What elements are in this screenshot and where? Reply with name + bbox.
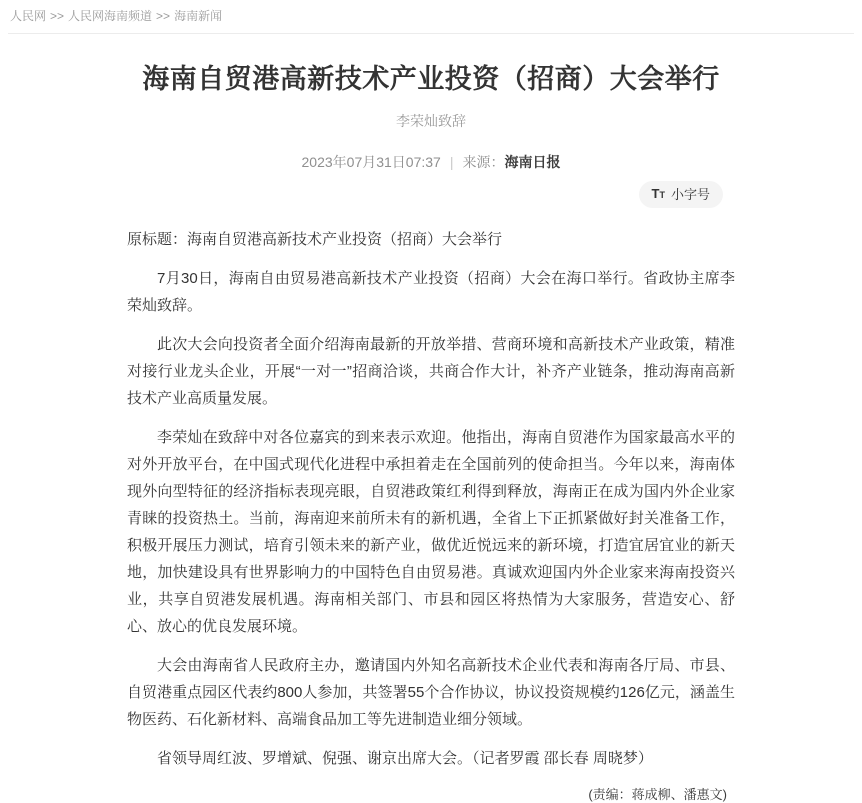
article-paragraph: 此次大会向投资者全面介绍海南最新的开放举措、营商环境和高新技术产业政策，精准对接行业龙头企业，开展“一对一”招商洽谈，共商合作大计，补齐产业链条，推动海南高新技术产业高质量发展。	[127, 336, 735, 407]
article	[127, 34, 735, 803]
article-toolbar	[127, 181, 735, 208]
original-title-line: 原标题：海南自贸港高新技术产业投资（招商）大会举行	[127, 231, 503, 248]
font-size-button-label: 小字号	[670, 186, 710, 202]
article-meta	[127, 152, 735, 172]
font-size-icon: T T	[651, 186, 665, 201]
source-link[interactable]: 海南日报	[504, 154, 561, 170]
source-label: 来源：	[462, 154, 505, 170]
breadcrumb	[10, 7, 222, 24]
font-size-button[interactable]	[639, 181, 723, 208]
article-body	[127, 226, 735, 772]
article-paragraph: 省领导周红波、罗增斌、倪强、谢京出席大会。（记者罗霞 邵长春 周晓梦）	[157, 750, 653, 767]
article-title: 海南自贸港高新技术产业投资（招商）大会举行	[142, 64, 720, 94]
article-subtitle: 李荣灿致辞	[396, 113, 466, 129]
breadcrumb-link-peoples[interactable]: 人民网	[10, 9, 47, 23]
publish-datetime: 2023年07月31日07:37	[301, 154, 441, 170]
article-paragraph: 大会由海南省人民政府主办，邀请国内外知名高新技术企业代表和海南各厅局、市县、自贸港重点园区代表约800人参加，共签署55个合作协议，协议投资规模约126亿元，涵盖生物医药、石化新材料、高端食品加工等先进制造业细分领域。	[127, 657, 735, 728]
breadcrumb-separator: >>	[156, 9, 171, 23]
breadcrumb-link-hainan-channel[interactable]: 人民网海南频道	[68, 9, 153, 23]
breadcrumb-separator: >>	[50, 9, 65, 23]
editor-note: (责编：蒋成柳、潘惠文)	[588, 787, 727, 802]
article-paragraph: 李荣灿在致辞中对各位嘉宾的到来表示欢迎。他指出，海南自贸港作为国家最高水平的对外开放平台，在中国式现代化进程中承担着走在全国前列的使命担当。今年以来，海南体现外向型特征的经济指标表现亮眼，自贸港政策红利得到释放，海南正在成为国内外企业家青睐的投资热土。当前，海南迎来前所未有的新机遇，全省上下正抓紧做好封关准备工作，积极开展压力测试，培育引领未来的新产业，做优近悦远来的新环境，打造宜居宜业的新天地，加快建设具有世界影响力的中国特色自由贸易港。真诚欢迎国内外企业家来海南投资兴业，共享自贸港发展机遇。海南相关部门、市县和园区将热情为大家服务，营造安心、舒心、放心的优良发展环境。	[127, 429, 735, 635]
meta-separator: |	[449, 154, 454, 170]
article-paragraph: 7月30日，海南自由贸易港高新技术产业投资（招商）大会在海口举行。省政协主席李荣灿致辞。	[127, 270, 735, 314]
breadcrumb-link-hainan-news[interactable]: 海南新闻	[174, 9, 223, 23]
